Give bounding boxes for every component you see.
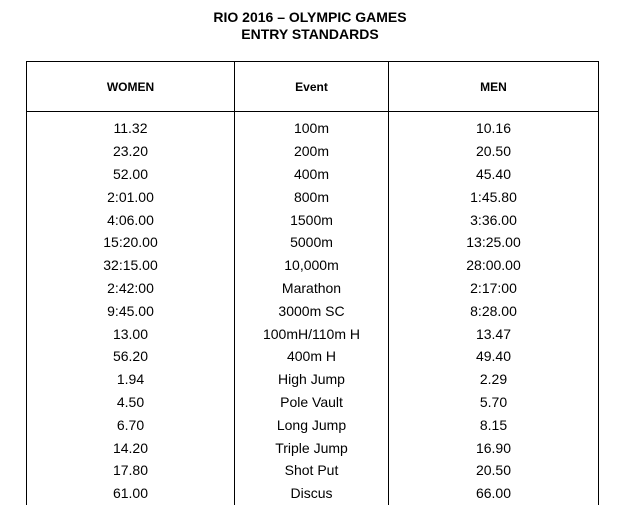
men-standard-cell: 20.50	[389, 459, 599, 482]
event-name-cell: Marathon	[235, 277, 389, 300]
table-row	[27, 231, 599, 254]
page-title: RIO 2016 – OLYMPIC GAMES	[213, 9, 407, 25]
women-standard-cell: 2:42:00	[27, 277, 235, 300]
men-standard-cell: 5.70	[389, 391, 599, 414]
women-standard-cell: 61.00	[27, 482, 235, 505]
men-standard-cell: 20.50	[389, 140, 599, 163]
women-standard-cell: 13.00	[27, 322, 235, 345]
men-standard-cell: 2:17:00	[389, 277, 599, 300]
event-name-cell: 5000m	[235, 231, 389, 254]
women-standard-cell: 2:01.00	[27, 185, 235, 208]
women-standard-cell: 4:06.00	[27, 208, 235, 231]
table-row	[27, 459, 599, 482]
event-name-cell: Pole Vault	[235, 391, 389, 414]
column-header-women: WOMEN	[27, 62, 235, 112]
table-row	[27, 163, 599, 186]
men-standard-cell: 8:28.00	[389, 299, 599, 322]
event-name-cell: 400m H	[235, 345, 389, 368]
table-row	[27, 368, 599, 391]
men-standard-cell: 66.00	[389, 482, 599, 505]
women-standard-cell: 56.20	[27, 345, 235, 368]
table-header-row	[27, 62, 599, 112]
event-name-cell: 3000m SC	[235, 299, 389, 322]
women-standard-cell: 6.70	[27, 413, 235, 436]
men-standard-cell: 2.29	[389, 368, 599, 391]
table-body	[27, 112, 599, 505]
event-name-cell: 10,000m	[235, 254, 389, 277]
women-standard-cell: 52.00	[27, 163, 235, 186]
table-row	[27, 299, 599, 322]
event-name-cell: Shot Put	[235, 459, 389, 482]
event-name-cell: Long Jump	[235, 413, 389, 436]
women-standard-cell: 1.94	[27, 368, 235, 391]
event-name-cell: High Jump	[235, 368, 389, 391]
event-name-cell: 100mH/110m H	[235, 322, 389, 345]
table-row	[27, 185, 599, 208]
column-header-men: MEN	[389, 62, 599, 112]
table-row	[27, 436, 599, 459]
women-standard-cell: 14.20	[27, 436, 235, 459]
women-standard-cell: 23.20	[27, 140, 235, 163]
men-standard-cell: 10.16	[389, 117, 599, 140]
event-name-cell: 100m	[235, 117, 389, 140]
women-standard-cell: 32:15.00	[27, 254, 235, 277]
event-name-cell: 200m	[235, 140, 389, 163]
women-standard-cell: 4.50	[27, 391, 235, 414]
event-name-cell: 1500m	[235, 208, 389, 231]
table-row	[27, 117, 599, 140]
women-standard-cell: 17.80	[27, 459, 235, 482]
men-standard-cell: 13.47	[389, 322, 599, 345]
table-row	[27, 322, 599, 345]
table-row	[27, 391, 599, 414]
men-standard-cell: 3:36.00	[389, 208, 599, 231]
men-standard-cell: 16.90	[389, 436, 599, 459]
women-standard-cell: 9:45.00	[27, 299, 235, 322]
table-row	[27, 140, 599, 163]
men-standard-cell: 1:45.80	[389, 185, 599, 208]
table-row	[27, 413, 599, 436]
table-row	[27, 208, 599, 231]
event-name-cell: 800m	[235, 185, 389, 208]
men-standard-cell: 8.15	[389, 413, 599, 436]
table-row	[27, 482, 599, 505]
entry-standards-table	[26, 61, 599, 505]
men-standard-cell: 49.40	[389, 345, 599, 368]
table-row	[27, 345, 599, 368]
column-header-event: Event	[235, 62, 389, 112]
event-name-cell: 400m	[235, 163, 389, 186]
women-standard-cell: 11.32	[27, 117, 235, 140]
table-row	[27, 277, 599, 300]
event-name-cell: Discus	[235, 482, 389, 505]
women-standard-cell: 15:20.00	[27, 231, 235, 254]
men-standard-cell: 45.40	[389, 163, 599, 186]
men-standard-cell: 28:00.00	[389, 254, 599, 277]
page-subtitle: ENTRY STANDARDS	[241, 26, 379, 42]
event-name-cell: Triple Jump	[235, 436, 389, 459]
men-standard-cell: 13:25.00	[389, 231, 599, 254]
table-row	[27, 254, 599, 277]
